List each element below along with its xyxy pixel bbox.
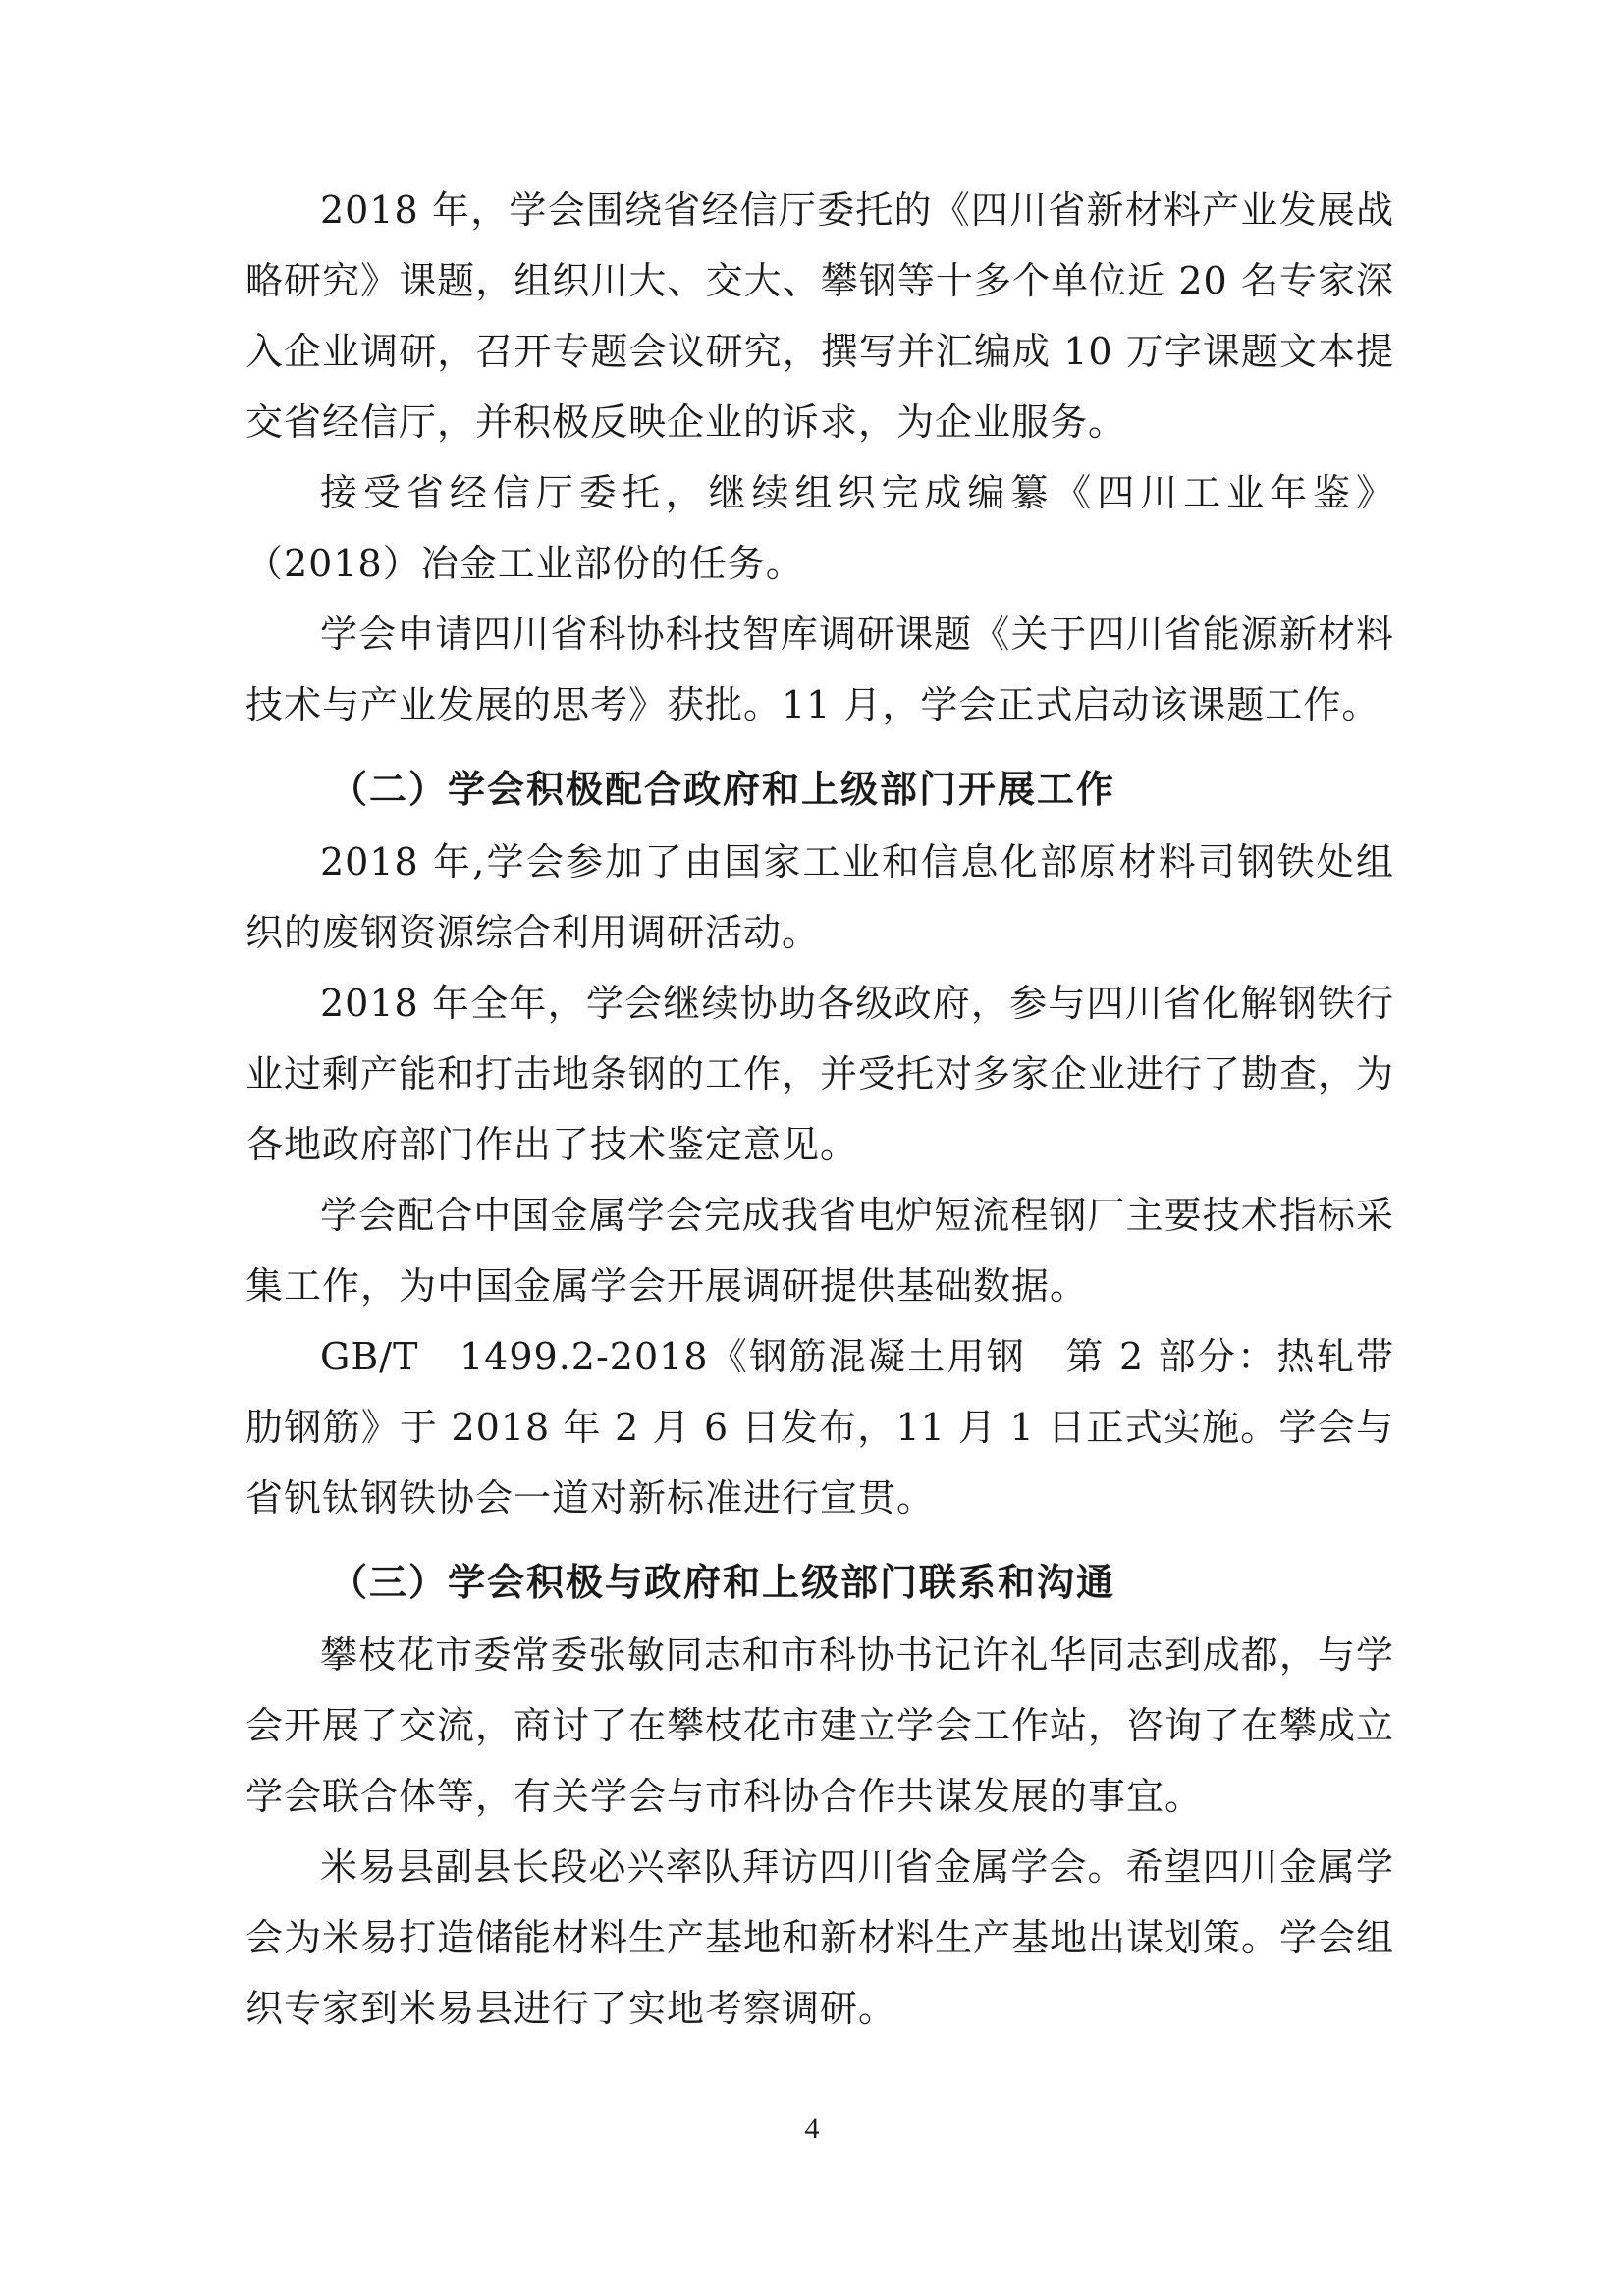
paragraph-data-collection: 学会配合中国金属学会完成我省电炉短流程钢厂主要技术指标采集工作，为中国金属学会开展调研提供基础数据。 — [245, 1194, 1394, 1308]
document-body — [245, 175, 1394, 2044]
section-heading-communication: （三）学会积极与政府和上级部门联系和沟通 — [330, 1561, 1116, 1604]
paragraph-yearbook: 接受省经信厅委托，继续组织完成编纂《四川工业年鉴》（2018）冶金工业部份的任务。 — [245, 471, 1394, 585]
paragraph-panzhihua: 攀枝花市委常委张敏同志和市科协书记许礼华同志到成都，与学会开展了交流，商讨了在攀枝花市建立学会工作站，咨询了在攀成立学会联合体等，有关学会与市科协合作共谋发展的事宜。 — [245, 1633, 1395, 1818]
paragraph-capacity: 2018 年全年，学会继续协助各级政府，参与四川省化解钢铁行业过剩产能和打击地条钢的工作，并受托对多家企业进行了勘查，为各地政府部门作出了技术鉴定意见。 — [245, 982, 1395, 1166]
paragraph-miyi: 米易县副县长段必兴率队拜访四川省金属学会。希望四川金属学会为米易打造储能材料生产基地和新材料生产基地出谋划策。学会组织专家到米易县进行了实地考察调研。 — [245, 1845, 1395, 2030]
paragraph-research-project: 2018 年，学会围绕省经信厅委托的《四川省新材料产业发展战略研究》课题，组织川大、交大、攀钢等十多个单位近 20 名专家深入企业调研，召开专题会议研究，撰写并汇编成 10 万字课题文本提交省经信厅，并积极反映企业的诉求，为企业服务。 — [245, 188, 1394, 444]
paragraph-think-tank: 学会申请四川省科协科技智库调研课题《关于四川省能源新材料技术与产业发展的思考》获批。11 月，学会正式启动该课题工作。 — [245, 613, 1394, 726]
page-number: 4 — [804, 2112, 820, 2145]
paragraph-standard: GB/T 1499.2-2018《钢筋混凝土用钢 第 2 部分：热轧带肋钢筋》于 2018 年 2 月 6 日发布，11 月 1 日正式实施。学会与省钒钛钢铁协会一道对新标准进行宣贯。 — [245, 1335, 1394, 1520]
paragraph-scrap-steel: 2018 年,学会参加了由国家工业和信息化部原材料司钢铁处组织的废钢资源综合利用调研活动。 — [245, 840, 1394, 954]
section-heading-cooperation: （二）学会积极配合政府和上级部门开展工作 — [330, 768, 1116, 811]
